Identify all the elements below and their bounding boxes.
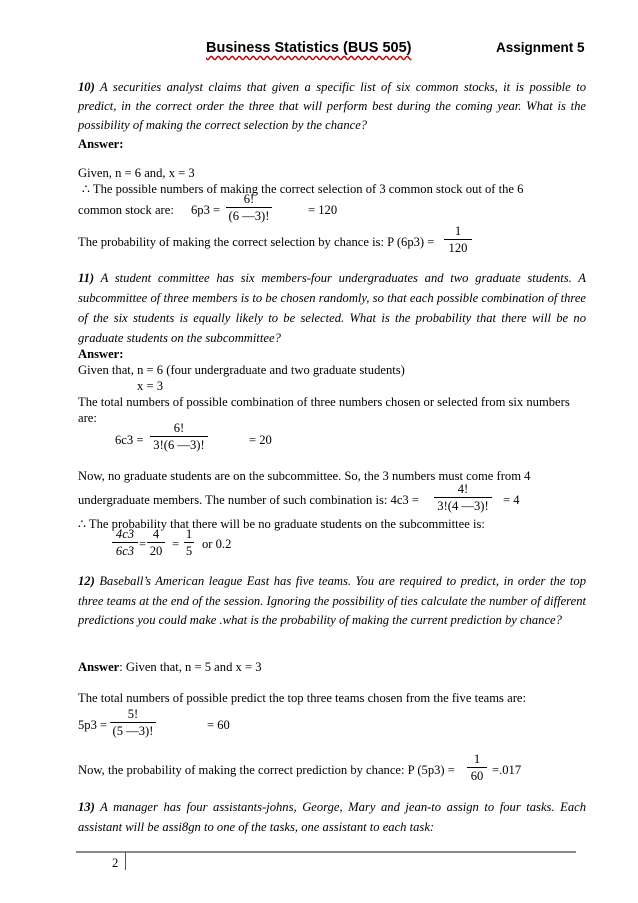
fraction-bar	[112, 542, 138, 543]
fraction-numerator: 4	[152, 527, 160, 541]
question-10	[78, 78, 586, 135]
combination-label: 6c3 =	[115, 433, 144, 447]
answer-line	[78, 658, 262, 676]
result-4: = 4	[503, 493, 520, 507]
fraction-numerator: 1	[473, 752, 481, 766]
question-number: 11)	[78, 271, 95, 285]
answer-label: Answer	[78, 660, 120, 674]
fraction-1-120	[444, 224, 472, 255]
total-line-cont: are:	[78, 411, 97, 425]
fraction-bar	[467, 767, 487, 768]
page-header	[0, 40, 638, 60]
fraction-5p3	[110, 707, 156, 738]
given-line: Given, n = 6 and, x = 3	[78, 166, 195, 180]
decimal-answer: or 0.2	[202, 537, 232, 551]
fraction-numerator: 1	[454, 224, 462, 238]
fraction-denominator: (6 ―3)!	[228, 209, 270, 223]
fraction-bar	[434, 497, 492, 498]
fraction-numerator: 6!	[243, 192, 255, 206]
fraction-denominator: 60	[470, 769, 484, 783]
given-line: Given that, n = 6 (four undergraduate and two graduate students)	[78, 363, 405, 377]
fraction-bar	[226, 207, 272, 208]
question-text: Baseball’s American league East has five teams. You are required to predict, in order the top three teams at the end of the session. Ignoring the possibility of ties calculate the number of different predictions you could make .what is the probability of making the current prediction by chance?	[78, 574, 586, 627]
fraction-denominator: 3!(4 ―3)!	[437, 499, 489, 513]
assignment-label: Assignment 5	[496, 40, 585, 55]
fraction-numerator: 5!	[127, 707, 139, 721]
total-line: The total numbers of possible predict the top three teams chosen from the five teams are:	[78, 691, 526, 705]
question-text: A securities analyst claims that given a specific list of six common stocks, it is possible to predict, in the correct order the three that will perform best during the coming year. What is the possibility of making the correct selection by the chance?	[78, 80, 586, 132]
question-12	[78, 572, 586, 631]
fraction-bar	[147, 542, 165, 543]
permutation-label: 5p3 =	[78, 718, 108, 732]
fraction-4-20	[147, 527, 165, 558]
fraction-denominator: 5	[185, 544, 193, 558]
fraction-6c3	[150, 421, 208, 452]
result-60: = 60	[207, 718, 230, 732]
result-20: = 20	[249, 433, 272, 447]
fraction-bar	[444, 239, 472, 240]
x-value: x = 3	[137, 379, 163, 393]
question-text: A manager has four assistants-johns, George, Mary and jean-to assign to four tasks. Each assistant will be assi8gn to one of the tasks, one assistant to each task:	[78, 800, 587, 834]
question-number: 13)	[78, 800, 95, 814]
fraction-denominator: 6c3	[115, 544, 135, 558]
fraction-denominator: 120	[448, 241, 468, 255]
fraction-numerator: 1	[185, 527, 193, 541]
therefore-line: ∴ The probability that there will be no graduate students on the subcommittee is:	[78, 517, 485, 531]
fraction-bar	[184, 542, 194, 543]
fraction-1-60	[467, 752, 487, 783]
probability-line: The probability of making the correct selection by chance is: P (6p3) =	[78, 235, 435, 249]
page-number: 2	[112, 856, 119, 870]
fraction-4c3	[434, 482, 492, 513]
common-stock-label: common stock are:	[78, 203, 174, 217]
total-line: The total numbers of possible combination of three numbers chosen or selected from six numbers	[78, 395, 570, 409]
fraction-bar	[110, 722, 156, 723]
answer-label: Answer:	[78, 137, 124, 151]
now-line: Now, no graduate students are on the subcommittee. So, the 3 numbers must come from 4	[78, 469, 531, 483]
fraction-numerator: 6!	[173, 421, 185, 435]
question-11	[78, 268, 586, 348]
fraction-denominator: 20	[149, 544, 163, 558]
possible-line: ∴ The possible numbers of making the correct selection of 3 common stock out of the 6	[82, 182, 524, 196]
page-number-bar	[125, 852, 126, 870]
question-number: 10)	[78, 80, 95, 94]
equals-sign: =	[172, 537, 180, 551]
result-017: =.017	[492, 763, 522, 777]
footer-divider	[76, 851, 576, 853]
answer-text: : Given that, n = 5 and x = 3	[119, 660, 262, 674]
question-13	[78, 797, 586, 837]
fraction-numerator: 4!	[457, 482, 469, 496]
undergrad-line: undergraduate members. The number of such combination is: 4c3 =	[78, 493, 419, 507]
permutation-label: 6p3 =	[191, 203, 221, 217]
fraction-1-5	[184, 527, 194, 558]
result-120: = 120	[308, 203, 338, 217]
fraction-numerator: 4c3	[115, 527, 135, 541]
fraction-denominator: 3!(6 ―3)!	[153, 438, 205, 452]
probability-line: Now, the probability of making the correct prediction by chance: P (5p3) =	[78, 763, 455, 777]
answer-label: Answer:	[78, 347, 124, 361]
question-number: 12)	[78, 574, 95, 588]
fraction-denominator: (5 ―3)!	[112, 724, 154, 738]
course-title: Business Statistics (BUS 505)	[206, 40, 412, 56]
fraction-bar	[150, 436, 208, 437]
fraction-4c3-6c3	[112, 527, 138, 558]
question-text: A student committee has six members-four undergraduates and two graduate students. A subcommittee of three members is to be chosen randomly, so that each possible combination of three of the six students is equally likely to be selected. What is the probability that there will be no graduate students on the subcommittee?	[78, 271, 586, 345]
equals-sign: =	[139, 537, 147, 551]
fraction-6-fact	[226, 192, 272, 223]
